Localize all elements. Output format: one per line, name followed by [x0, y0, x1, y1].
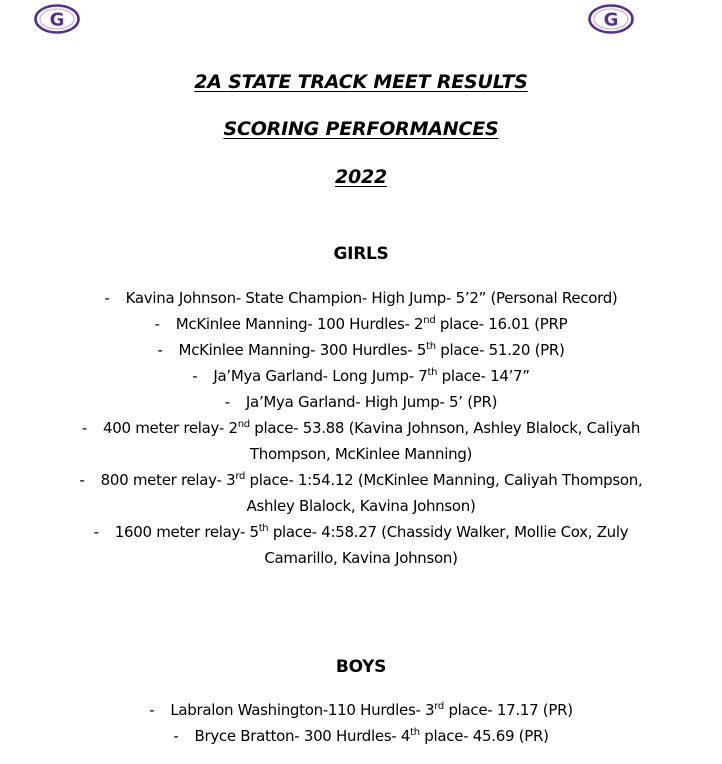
- logo-letter: G: [49, 9, 65, 31]
- result-text: place- 51.20 (PR): [435, 341, 565, 359]
- ordinal-suffix: nd: [237, 419, 250, 430]
- result-text: 400 meter relay- 2: [103, 419, 238, 437]
- ordinal-suffix: th: [410, 727, 420, 738]
- result-text: place- 1:54.12 (McKinlee Manning, Caliyah Thompson,: [245, 471, 643, 489]
- bullet-dash: -: [192, 367, 198, 385]
- page-title: 2A STATE TRACK MEET RESULTS: [194, 71, 528, 93]
- result-item-continuation: [0, 441, 722, 467]
- letter-g-logo-icon: [34, 4, 80, 34]
- result-text: 1600 meter relay- 5: [114, 523, 259, 541]
- result-text: Ashley Blalock, Kavina Johnson): [246, 497, 476, 515]
- result-text: Ja’Mya Garland- Long Jump- 7: [213, 367, 428, 385]
- result-text: place- 45.69 (PR): [419, 727, 549, 745]
- bullet-dash: -: [149, 701, 155, 719]
- bullet-dash: -: [104, 289, 110, 307]
- bullet-dash: -: [81, 419, 88, 437]
- result-text: place- 17.17 (PR): [443, 701, 573, 719]
- result-item: [0, 723, 722, 749]
- page-subtitle: SCORING PERFORMANCES: [223, 118, 499, 140]
- bullet-dash: -: [93, 523, 99, 541]
- letter-g-logo-icon: [588, 4, 634, 34]
- ordinal-suffix: rd: [434, 701, 444, 712]
- result-text: McKinlee Manning- 100 Hurdles- 2: [175, 315, 424, 333]
- girls-results-list: [0, 285, 722, 571]
- ordinal-suffix: th: [427, 367, 438, 378]
- result-text: place- 53.88 (Kavina Johnson, Ashley Blalock, Caliyah: [249, 419, 641, 437]
- bullet-dash: -: [154, 315, 160, 333]
- result-text: Labralon Washington-110 Hurdles- 3: [170, 701, 435, 719]
- result-item: [0, 415, 722, 441]
- result-item: [0, 311, 722, 337]
- result-item: [0, 285, 722, 311]
- result-text: Camarillo, Kavina Johnson): [264, 549, 458, 567]
- result-text: Thompson, McKinlee Manning): [249, 445, 473, 463]
- result-item: [0, 389, 722, 415]
- result-text: Kavina Johnson- State Champion- High Jump- 5’2” (Personal Record): [125, 289, 618, 307]
- result-item: [0, 467, 722, 493]
- result-text: McKinlee Manning- 300 Hurdles- 5: [178, 341, 427, 359]
- result-text: Bryce Bratton- 300 Hurdles- 4: [194, 727, 411, 745]
- result-text: place- 16.01 (PRP: [435, 315, 568, 333]
- result-text: 800 meter relay- 3: [100, 471, 236, 489]
- result-item-continuation: [0, 493, 722, 519]
- result-item: [0, 697, 722, 723]
- result-item: [0, 363, 722, 389]
- result-item-continuation: [0, 545, 722, 571]
- result-text: Ja’Mya Garland- High Jump- 5’ (PR): [245, 393, 498, 411]
- ordinal-suffix: th: [258, 523, 269, 534]
- result-item: [0, 519, 722, 545]
- ordinal-suffix: th: [426, 341, 436, 352]
- ordinal-suffix: nd: [423, 315, 436, 326]
- logo-letter: G: [603, 9, 619, 31]
- bullet-dash: -: [173, 727, 179, 745]
- bullet-dash: -: [79, 471, 85, 489]
- bullet-dash: -: [157, 341, 163, 359]
- bullet-dash: -: [224, 393, 230, 411]
- ordinal-suffix: rd: [235, 471, 246, 482]
- boys-results-list: [0, 697, 722, 749]
- result-text: place- 4:58.27 (Chassidy Walker, Mollie Cox, Zuly: [268, 523, 629, 541]
- result-text: place- 14’7”: [437, 367, 530, 385]
- page-year: 2022: [334, 166, 388, 188]
- boys-heading: BOYS: [335, 657, 387, 677]
- girls-heading: GIRLS: [333, 244, 389, 264]
- result-item: [0, 337, 722, 363]
